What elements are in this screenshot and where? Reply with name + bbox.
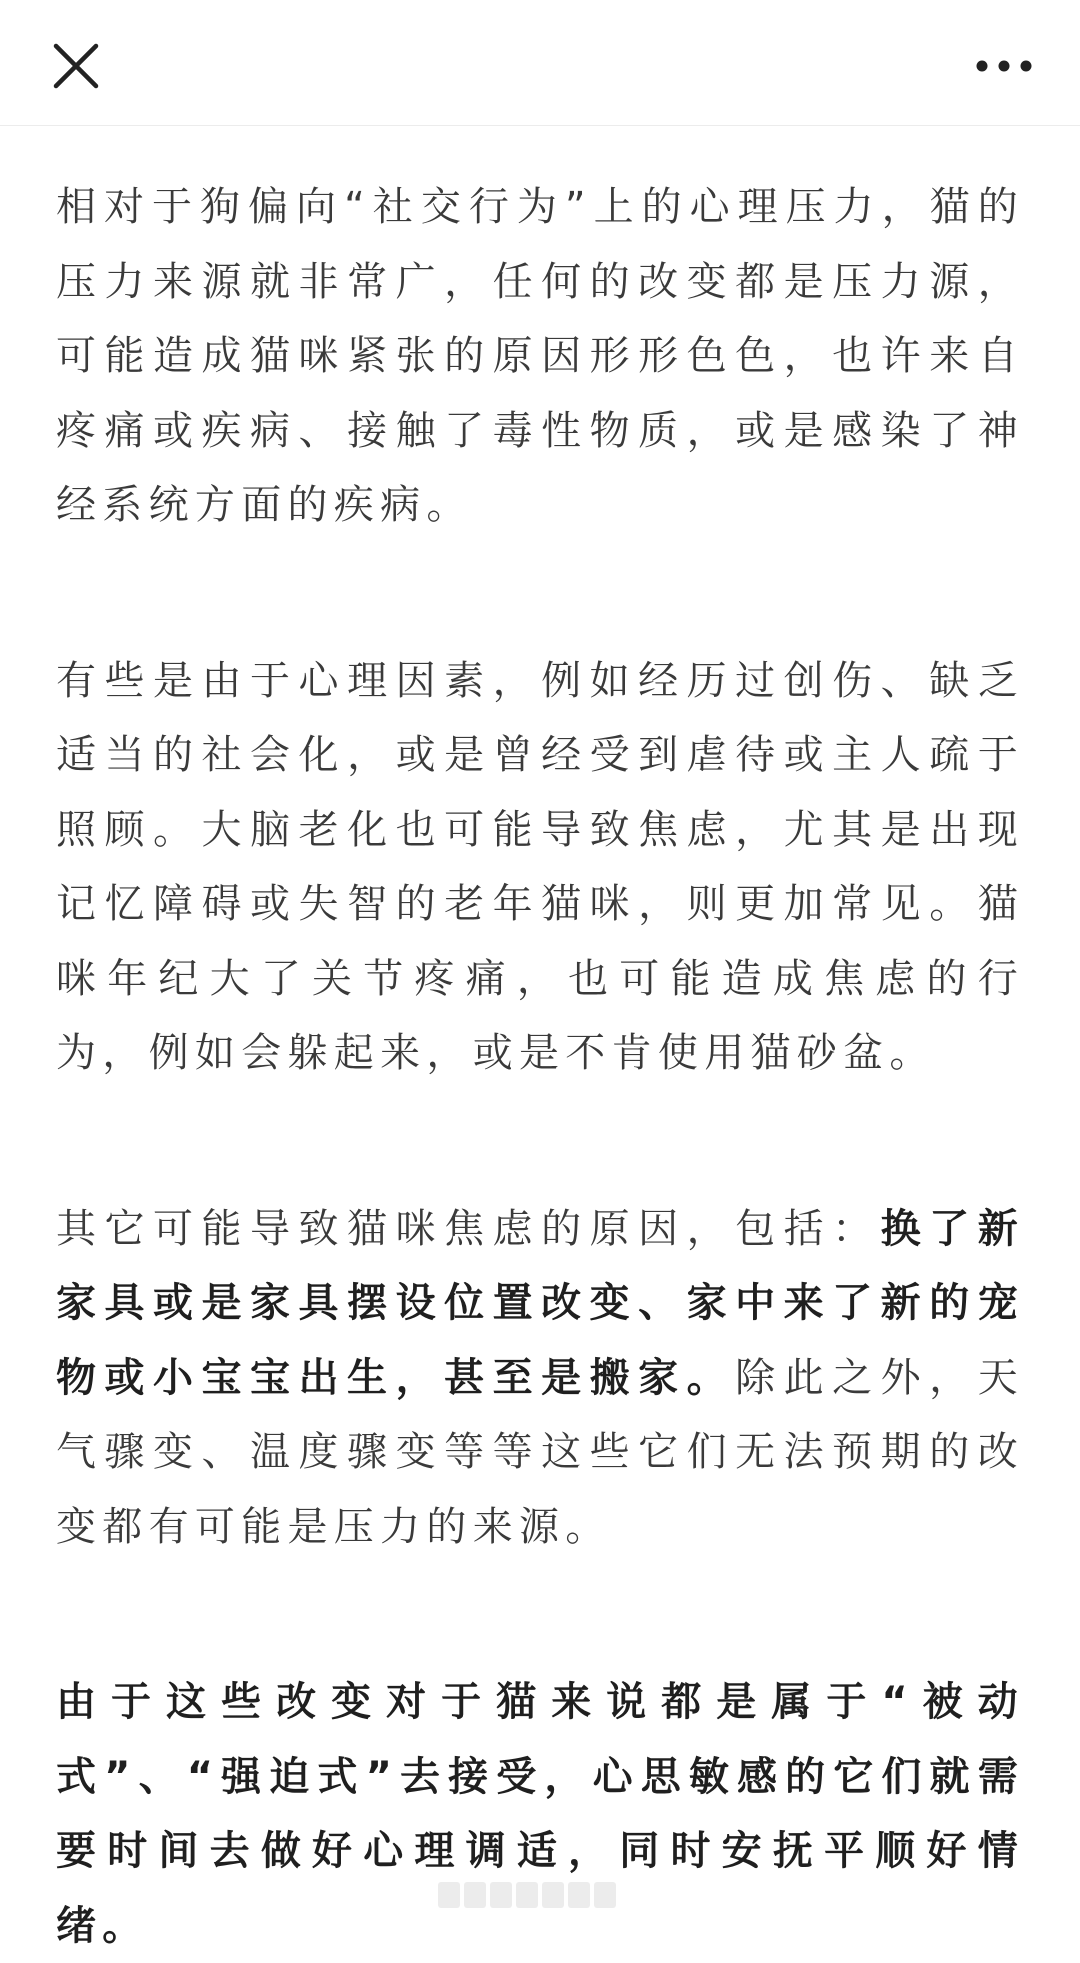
top-nav-bar bbox=[0, 0, 1080, 126]
paragraph-2: 有些是由于心理因素，例如经历过创伤、缺乏适当的社会化，或是曾经受到虐待或主人疏于照顾。大脑老化也可能导致焦虑，尤其是出现记忆障碍或失智的老年猫咪，则更加常见。猫咪年纪大了关节疼痛，也可能造成焦虑的行为，例如会躲起来，或是不肯使用猫砂盆。 bbox=[56, 657, 1024, 1076]
watermark bbox=[438, 1882, 648, 1912]
more-horizontal-icon bbox=[972, 46, 1036, 86]
paragraph-3-highlight: 换了新家具或是家具摆设位置改变、家中来了新的宠物或小宝宝出生，甚至是搬家。 bbox=[56, 1205, 1024, 1401]
article-body bbox=[56, 170, 1024, 1963]
close-icon bbox=[46, 36, 106, 96]
paragraph-3 bbox=[56, 1192, 1024, 1565]
paragraph-3-intro: 其它可能导致猫咪焦虑的原因，包括： bbox=[56, 1205, 881, 1252]
paragraph-4: 由于这些改变对于猫来说都是属于“被动式”、“强迫式”去接受，心思敏感的它们就需要时间去做好心理调适，同时安抚平顺好情绪。 bbox=[56, 1679, 1024, 1949]
paragraph-3-rest: 除此之外，天气骤变、温度骤变等等这些它们无法预期的改变都有可能是压力的来源。 bbox=[56, 1354, 1024, 1550]
paragraph-1: 相对于狗偏向“社交行为”上的心理压力，猫的压力来源就非常广，任何的改变都是压力源，可能造成猫咪紧张的原因形形色色，也许来自疼痛或疾病、接触了毒性物质，或是感染了神经系统方面的疾病。 bbox=[56, 184, 1024, 528]
close-button[interactable] bbox=[46, 36, 106, 96]
more-options-button[interactable] bbox=[972, 46, 1036, 86]
